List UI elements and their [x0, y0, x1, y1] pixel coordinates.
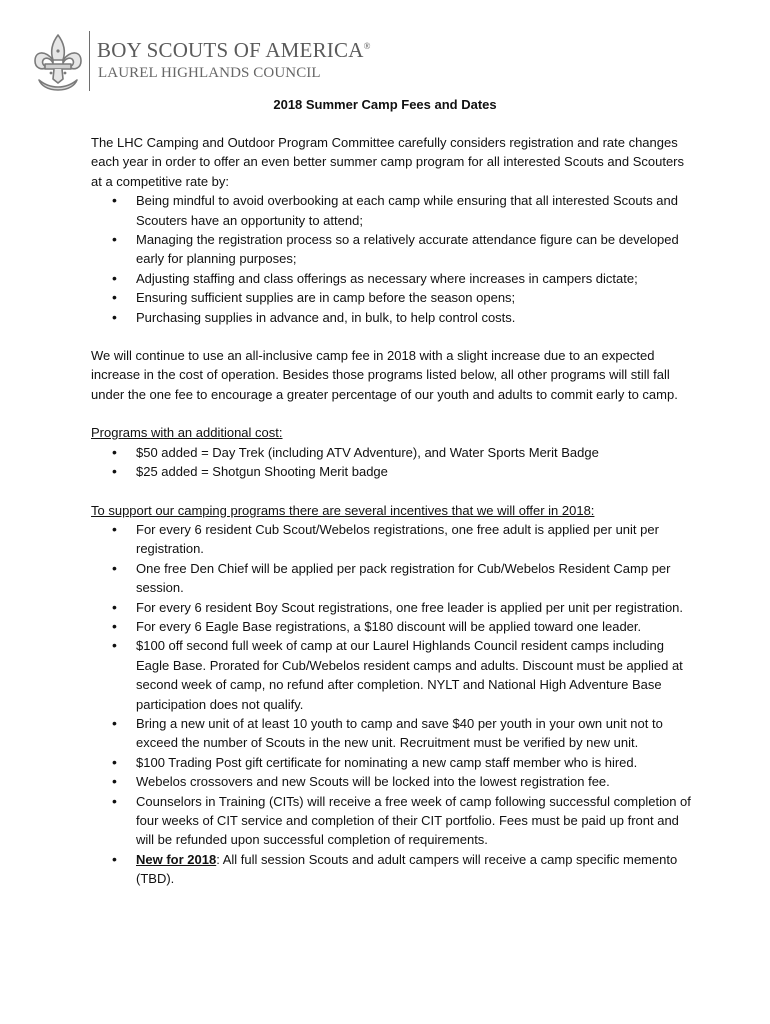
- intro-paragraph: The LHC Camping and Outdoor Program Committee carefully considers registration and rate changes each year in order to offer an even better summer camp program for all interested Scouts and Scouters at a competitive rate by:: [91, 135, 685, 189]
- incentives-heading: To support our camping programs there are several incentives that we will offer in 2018:: [91, 502, 595, 518]
- registered-mark: ®: [363, 41, 371, 51]
- fleur-de-lis-emblem-icon: [31, 33, 85, 91]
- list-item: • For every 6 resident Cub Scout/Webelos registrations, one free adult is applied per unit per registration.: [91, 520, 691, 559]
- additional-cost-heading: Programs with an additional cost:: [91, 425, 283, 441]
- list-item: • One free Den Chief will be applied per pack registration for Cub/Webelos Resident Camp per session.: [91, 559, 691, 598]
- list-item: • $50 added = Day Trek (including ATV Adventure), and Water Sports Merit Badge: [91, 443, 691, 462]
- document-body: [91, 133, 691, 889]
- list-item: • $100 Trading Post gift certificate for nominating a new camp staff member who is hired.: [91, 753, 691, 772]
- list-item: • $100 off second full week of camp at our Laurel Highlands Council resident camps including Eagle Base. Prorated for Cub/Webelos resident camps and adults. Discount must be applied at second week of camp, no refund after completion. NYLT and National High Adventure Base participation does not qualify.: [91, 636, 691, 714]
- list-item: • Being mindful to avoid overbooking at each camp while ensuring that all interested Scouts and Scouters have an opportunity to attend;: [91, 191, 691, 230]
- list-item: • Bring a new unit of at least 10 youth to camp and save $40 per youth in your own unit not to exceed the number of Scouts in the new unit. Recruitment must be verified by new unit.: [91, 714, 691, 753]
- intro-bullet-list: [91, 191, 691, 327]
- list-item: [91, 850, 691, 889]
- letterhead-divider: [89, 31, 90, 91]
- list-item: • For every 6 Eagle Base registrations, a $180 discount will be applied toward one leader.: [91, 617, 691, 636]
- letterhead: [31, 28, 431, 94]
- document-title: 2018 Summer Camp Fees and Dates: [273, 97, 497, 112]
- new-for-2018-text: : All full session Scouts and adult campers will receive a camp specific memento (TBD).: [136, 851, 678, 887]
- list-item: • For every 6 resident Boy Scout registrations, one free leader is applied per unit per registration.: [91, 598, 691, 617]
- additional-cost-list: [91, 443, 691, 482]
- fee-paragraph: We will continue to use an all-inclusive camp fee in 2018 with a slight increase due to an expected increase in the cost of operation. Besides those programs listed below, all other programs will still fall under the one fee to encourage a greater percentage of our youth and adults to commit early to camp.: [91, 348, 678, 402]
- list-item: • Adjusting staffing and class offerings as necessary where increases in campers dictate;: [91, 269, 691, 288]
- list-item: • Webelos crossovers and new Scouts will be locked into the lowest registration fee.: [91, 772, 691, 791]
- list-item: • Purchasing supplies in advance and, in bulk, to help control costs.: [91, 308, 691, 327]
- council-name: LAUREL HIGHLANDS COUNCIL: [98, 65, 321, 81]
- incentives-list: [91, 520, 691, 889]
- list-item: • Ensuring sufficient supplies are in camp before the season opens;: [91, 288, 691, 307]
- list-item: • $25 added = Shotgun Shooting Merit badge: [91, 462, 691, 481]
- organization-name: BOY SCOUTS OF AMERICA®: [97, 38, 371, 62]
- list-item: • Counselors in Training (CITs) will receive a free week of camp following successful completion of four weeks of CIT service and completion of their CIT portfolio. Fees must be paid up front and will be refunded upon successful completion of requirements.: [91, 792, 691, 850]
- list-item: • Managing the registration process so a relatively accurate attendance figure can be developed early for planning purposes;: [91, 230, 691, 269]
- new-for-2018-label: New for 2018: [136, 851, 217, 867]
